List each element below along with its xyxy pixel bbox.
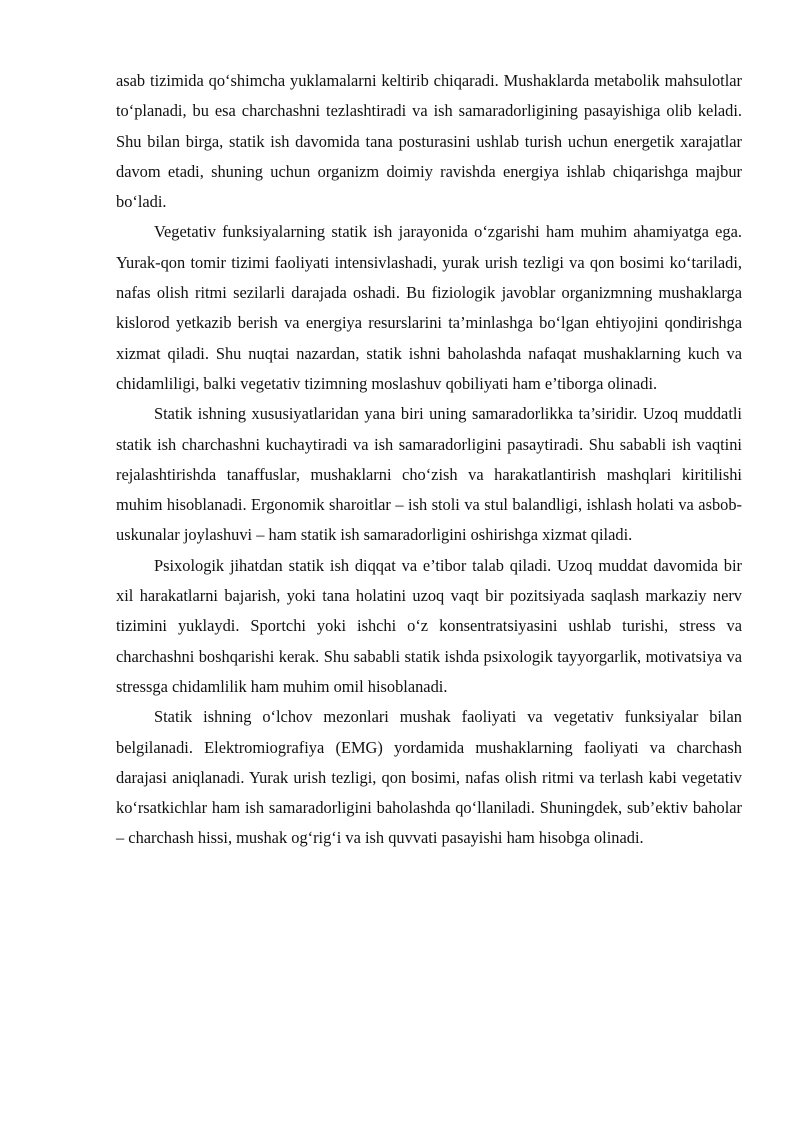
paragraph-psychological: Psixologik jihatdan statik ish diqqat va e’tibor talab qiladi. Uzoq muddat davomida bir xil harakatlarni bajarish, yoki tana holatini uzoq vaqt bir pozitsiyada saqlash markaziy nerv tizimini yuklaydi. Sportchi yoki ishchi o‘z konsentratsiyasini ushlab turishi, stress va charchashni boshqarishi kerak. Shu sababli statik ishda psixologik tayyorgarlik, motivatsiya va stressga chidamlilik ham muhim omil hisoblanadi. (116, 555, 742, 696)
paragraph-vegetative-functions: Vegetativ funksiyalarning statik ish jarayonida o‘zgarishi ham muhim ahamiyatga ega. Yurak-qon tomir tizimi faoliyati intensivlashadi, yurak urish tezligi va qon bosimi ko‘tariladi, nafas olish ritmi sezilarli darajada oshadi. Bu fiziologik javoblar organizmning mushaklarga kislorod yetkazib berish va energiya resurslarini ta’minlashga bo‘lgan ehtiyojini qondirishga xizmat qiladi. Shu nuqtai nazardan, statik ishni baholashda nafaqat mushaklarning kuch va chidamliligi, balki vegetativ tizimning moslashuv qobiliyati ham e’tiborga olinadi. (116, 222, 742, 393)
paragraph-efficiency: Statik ishning xususiyatlaridan yana biri uning samaradorlikka ta’siridir. Uzoq muddatli statik ish charchashni kuchaytiradi va ish samaradorligini pasaytiradi. Shu sababli ish vaqtini rejalashtirishda tanaffuslar, mushaklarni cho‘zish va harakatlantirish mashqlari kiritilishi muhim hisoblanadi. Ergonomik sharoitlar – ish stoli va stul balandligi, ishlash holati va asbob-uskunalar joylashuvi – ham statik ish samaradorligini oshirishga xizmat qiladi. (116, 404, 742, 545)
document-page (116, 66, 742, 854)
paragraph-measurement-criteria: Statik ishning o‘lchov mezonlari mushak faoliyati va vegetativ funksiyalar bilan belgilanadi. Elektromiografiya (EMG) yordamida mushaklarning faoliyati va charchash darajasi aniqlanadi. Yurak urish tezligi, qon bosimi, nafas olish ritmi va terlash kabi vegetativ ko‘rsatkichlar ham ish samaradorligini baholashda qo‘llaniladi. Shuningdek, sub’ektiv baholar – charchash hissi, mushak og‘rig‘i va ish quvvati pasayishi ham hisobga olinadi. (116, 707, 742, 848)
paragraph-continuation: asab tizimida qo‘shimcha yuklamalarni keltirib chiqaradi. Mushaklarda metabolik mahsulotlar to‘planadi, bu esa charchashni tezlashtiradi va ish samaradorligining pasayishiga olib keladi. Shu bilan birga, statik ish davomida tana posturasini ushlab turish uchun energetik xarajatlar davom etadi, shuning uchun organizm doimiy ravishda energiya ishlab chiqarishga majbur bo‘ladi. (116, 71, 742, 212)
